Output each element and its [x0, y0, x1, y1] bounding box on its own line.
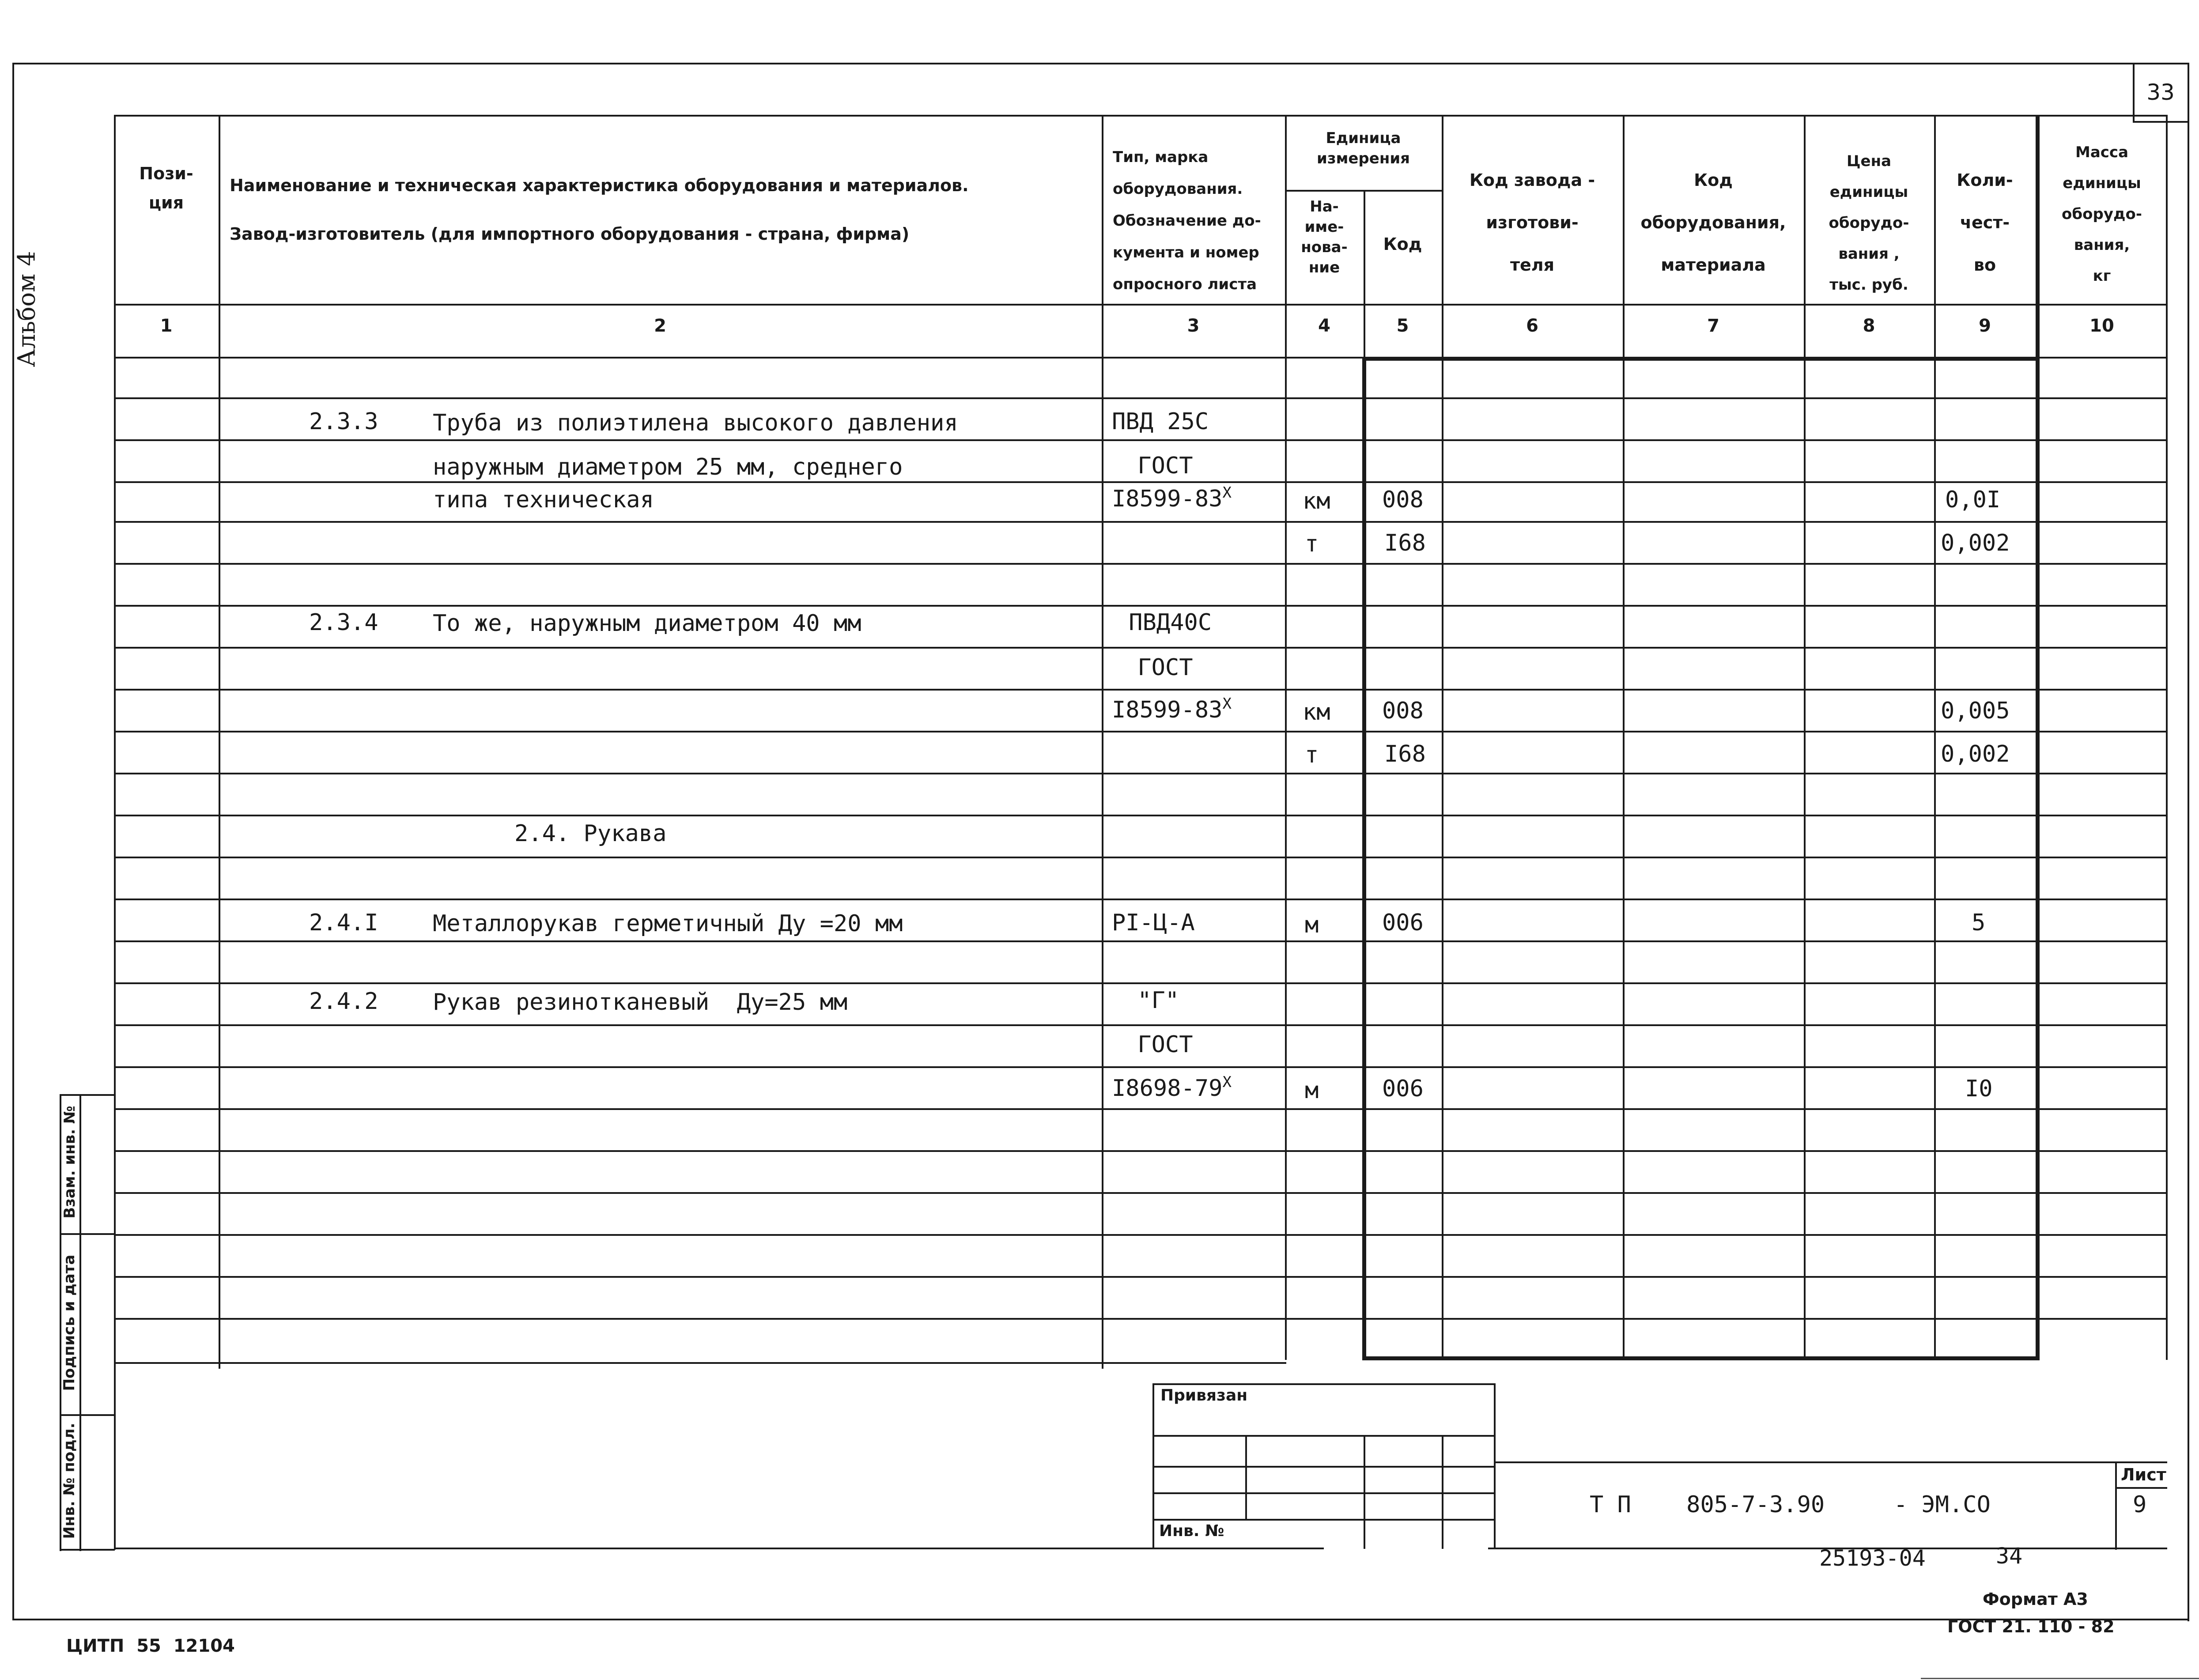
col-number-8: 8: [1863, 316, 1875, 336]
row-line: [114, 689, 2167, 691]
hdr-name: Наименование и техническая характеристика оборудования и материалов. Завод-изготовитель (для импортного оборудования - страна, фирма): [230, 176, 969, 244]
row-line-last: [114, 1362, 1286, 1364]
row-unit: км: [1303, 488, 1330, 514]
col-line-5: [1442, 115, 1443, 1360]
sheet-number: 33: [2146, 79, 2175, 105]
row-type: PI-Ц-А: [1112, 910, 1195, 936]
row-unit: м: [1305, 912, 1319, 938]
side-stamp-inv-podl: Инв. № подл.: [60, 1423, 78, 1539]
frame-right: [2188, 63, 2189, 1621]
title-block-col: [1364, 1435, 1365, 1549]
header-bottom: [114, 304, 2167, 306]
unit-split-line: [1285, 190, 1442, 192]
hdr-unit-code: Код: [1383, 234, 1422, 254]
col-line-6: [1623, 115, 1625, 1360]
col-number-4: 4: [1318, 316, 1330, 336]
row-qty: 5: [1972, 910, 1986, 936]
code-block-top: [1494, 1461, 2167, 1463]
row-qty: I0: [1965, 1076, 1993, 1102]
bottom-edge-line: [1921, 1678, 2199, 1679]
row-position: 2.4.I: [309, 910, 378, 936]
row-name: Труба из полиэтилена высокого давления: [433, 410, 958, 436]
row-unit: км: [1303, 699, 1330, 725]
row-code: 006: [1382, 1076, 1424, 1102]
row-type: ПВД 25С: [1112, 408, 1209, 435]
hdr-quantity: Коли- чест- во: [1957, 170, 2013, 275]
row-line: [114, 563, 2167, 565]
row-name: Рукав резинотканевый Ду=25 мм: [433, 989, 848, 1016]
row-type: $I8599-83^Х$: [1112, 484, 1232, 512]
row-type: ПВД40С: [1115, 609, 1212, 636]
row-type: $I8698-79^Х$: [1112, 1073, 1232, 1102]
row-line: [114, 940, 2167, 942]
col-line-3: [1285, 115, 1287, 1360]
col-number-9: 9: [1979, 316, 1991, 336]
row-line: [114, 1024, 2167, 1026]
row-line: [114, 1108, 2167, 1110]
section-heading: 2.4. Рукава: [514, 820, 667, 847]
col-number-3: 3: [1187, 316, 1200, 336]
row-name: типа техническая: [433, 487, 654, 513]
row-line: [114, 1066, 2167, 1068]
row-line: [114, 521, 2167, 523]
hdr-position: Пози- ция: [139, 164, 193, 212]
hdr-equipment-code: Код оборудования, материала: [1640, 170, 1786, 275]
side-stamp-div1: [60, 1233, 115, 1235]
row-type: ГОСТ: [1124, 654, 1193, 681]
row-line: [114, 439, 2167, 441]
row-position: 2.4.2: [309, 988, 378, 1015]
col-number-10: 10: [2089, 316, 2114, 336]
row-type: ГОСТ: [1124, 1031, 1193, 1058]
gost-label: ГОСТ 21. 110 - 82: [1947, 1617, 2115, 1636]
footer-code: ЦИТП 55 12104: [66, 1636, 235, 1656]
col-line-4-bold: [1362, 358, 1366, 1360]
row-qty: 0,002: [1941, 530, 2010, 556]
table-top: [114, 115, 2167, 117]
side-stamp-mid: [79, 1094, 81, 1551]
list-box-left: [2115, 1461, 2117, 1550]
document-code: Т П 805-7-3.90 - ЭМ.СО: [1590, 1491, 1991, 1518]
row-name: То же, наружным диаметром 40 мм: [433, 610, 861, 637]
col-line-1: [219, 115, 220, 1369]
frame-bottom: [12, 1619, 2189, 1620]
row-line: [114, 773, 2167, 774]
row-code: I68: [1384, 741, 1426, 767]
row-unit: м: [1305, 1077, 1319, 1104]
row-line: [114, 731, 2167, 732]
list-number: 9: [2133, 1491, 2147, 1518]
row-type: "Г": [1124, 987, 1179, 1014]
col-number-5: 5: [1396, 316, 1409, 336]
row-line: [114, 1318, 2167, 1320]
row-qty: 0,0I: [1945, 487, 2001, 513]
side-stamp-podpis: Подпись и дата: [60, 1254, 78, 1391]
album-label: Альбом 4: [12, 251, 41, 367]
col-number-7: 7: [1707, 316, 1719, 336]
title-block-col: [1442, 1435, 1443, 1549]
row-code: 008: [1382, 487, 1424, 513]
table-bottom: [114, 1548, 1324, 1549]
title-block-col: [1245, 1435, 1247, 1519]
row-line: [114, 899, 2167, 900]
row-name: наружным диаметром 25 мм, среднего: [433, 454, 903, 480]
row-line: [114, 1234, 2167, 1236]
row-name: Металлорукав герметичный Ду =20 мм: [433, 910, 903, 937]
handwritten-number: 25193-04: [1819, 1545, 1926, 1571]
hdr-unit: Единица измерения: [1317, 129, 1410, 167]
row-line: [114, 982, 2167, 984]
row-unit: т: [1305, 531, 1319, 557]
row-line: [114, 647, 2167, 649]
col-line-2: [1102, 115, 1103, 1369]
row-code: I68: [1384, 530, 1426, 556]
row-line: [114, 857, 2167, 858]
row-code: 008: [1382, 698, 1424, 724]
row-line: [114, 1150, 2167, 1152]
bold-box-bottom: [1362, 1356, 2040, 1360]
hdr-type: Тип, марка оборудования. Обозначение до- кумента и номер опросного листа: [1113, 148, 1261, 293]
row-qty: 0,002: [1941, 741, 2010, 767]
row-line: [114, 1276, 2167, 1278]
format-label: Формат А3: [1983, 1589, 2088, 1609]
row-code: 006: [1382, 910, 1424, 936]
row-unit: т: [1305, 742, 1319, 768]
col-line-9-bold: [2036, 115, 2040, 1360]
list-box-line: [2115, 1487, 2167, 1489]
col-number-6: 6: [1526, 316, 1538, 336]
col-number-1: 1: [160, 316, 173, 336]
col-line-7: [1804, 115, 1806, 1360]
col-number-2: 2: [654, 316, 666, 336]
list-label: Лист: [2121, 1465, 2166, 1484]
inv-no-label: Инв. №: [1159, 1522, 1224, 1540]
row-position: 2.3.4: [309, 609, 378, 636]
row-line: [114, 481, 2167, 483]
bold-box-top: [1362, 357, 2040, 361]
table-right: [2166, 115, 2168, 1360]
hdr-price: Цена единицы оборудо- вания , тыс. руб.: [1829, 152, 1909, 294]
handwritten-page: 34: [1996, 1543, 2023, 1569]
row-line: [114, 1192, 2167, 1194]
row-line: [114, 605, 2167, 607]
sheet-box-bottom: [2133, 121, 2189, 123]
col-line-8: [1934, 115, 1936, 1360]
row-line: [114, 815, 2167, 816]
privyazan-label: Привязан: [1160, 1386, 1248, 1404]
title-block-top: [1152, 1383, 1495, 1385]
hdr-factory-code: Код завода - изготови- теля: [1469, 170, 1595, 275]
row-position: 2.3.3: [309, 408, 378, 435]
row-type: ГОСТ: [1124, 453, 1193, 479]
frame-top: [12, 63, 2189, 64]
hdr-mass: Масса единицы оборудо- вания, кг: [2062, 143, 2142, 285]
row-qty: 0,005: [1941, 698, 2010, 724]
row-type: $I8599-83^Х$: [1112, 695, 1232, 723]
side-stamp-vzam: Взам. инв. №: [61, 1106, 79, 1219]
hdr-unit-name: На- име- нова- ние: [1301, 198, 1348, 276]
row-line: [114, 397, 2167, 399]
